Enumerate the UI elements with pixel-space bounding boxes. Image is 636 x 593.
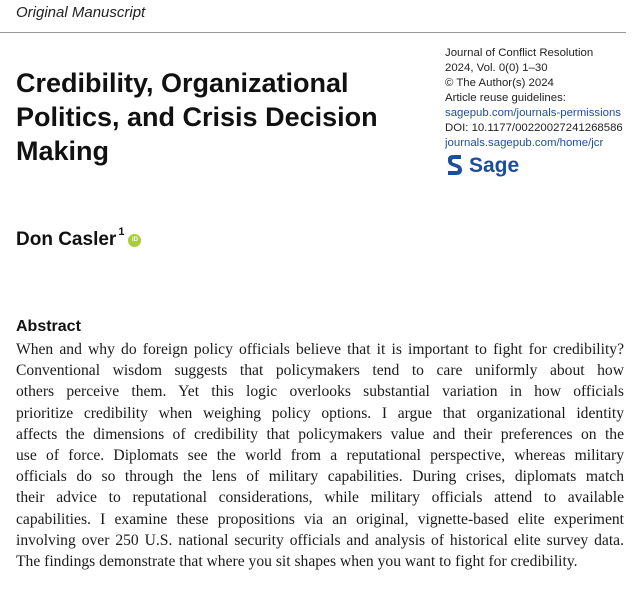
title-line: Credibility, Organizational xyxy=(16,68,349,98)
abstract-line: their advice to reputational considerations, while military officials attend to available xyxy=(16,489,624,507)
abstract-line: Conventional wisdom suggests that policymakers tend to care uniformly about how xyxy=(16,362,624,380)
article-title xyxy=(16,66,426,168)
running-head: Original Manuscript xyxy=(16,4,146,21)
publisher-logo xyxy=(445,154,519,178)
affiliation-mark: 1 xyxy=(118,226,125,238)
abstract-line: The findings demonstrate that where you sit shapes when you want to fight for credibility. xyxy=(16,553,578,571)
sage-logo-text: Sage xyxy=(469,154,520,177)
author-line xyxy=(16,226,141,251)
abstract-line: capabilities. I examine these propositions via an original, vignette-based elite experiment xyxy=(16,510,624,528)
copyright: © The Author(s) 2024 xyxy=(445,77,554,89)
reuse-link[interactable]: sagepub.com/journals-permissions xyxy=(445,107,622,119)
abstract-line: When and why do foreign policy officials believe that it is important to fight for credibility? xyxy=(16,341,624,358)
abstract-line: prioritize credibility when weighing policy options. I argue that organizational identity xyxy=(16,404,624,422)
sage-s-icon xyxy=(445,154,465,178)
author-name: Don Casler xyxy=(16,229,117,250)
abstract-heading: Abstract xyxy=(16,318,81,335)
journal-home-link[interactable]: journals.sagepub.com/home/jcr xyxy=(445,137,604,149)
abstract-body xyxy=(16,339,624,572)
orcid-icon[interactable] xyxy=(128,234,141,247)
title-line: Making xyxy=(16,136,110,166)
abstract-line: officials do so through the lens of military capabilities. During crises, diplomats match xyxy=(16,468,624,486)
journal-name: Journal of Conflict Resolution xyxy=(445,47,594,59)
title-line: Politics, and Crisis Decision xyxy=(16,102,378,132)
header-rule xyxy=(0,32,626,33)
abstract-line: affects the dimensions of credibility that policymakers value and their preferences on the xyxy=(16,425,624,443)
journal-meta xyxy=(445,46,635,151)
abstract-line: involving over 250 U.S. national security officials and analysis of historical elite survey data. xyxy=(16,531,624,549)
doi: DOI: 10.1177/00220027241268586 xyxy=(445,122,623,134)
reuse-label: Article reuse guidelines: xyxy=(445,92,566,104)
orcid-icon-label: iD xyxy=(131,237,138,243)
abstract-line: others perceive them. Yet this logic overlooks substantial variation in how officials xyxy=(16,383,624,401)
journal-volume: 2024, Vol. 0(0) 1–30 xyxy=(445,62,548,74)
abstract-line: use of force. Diplomats see the world from a reputational perspective, whereas military xyxy=(16,447,624,465)
